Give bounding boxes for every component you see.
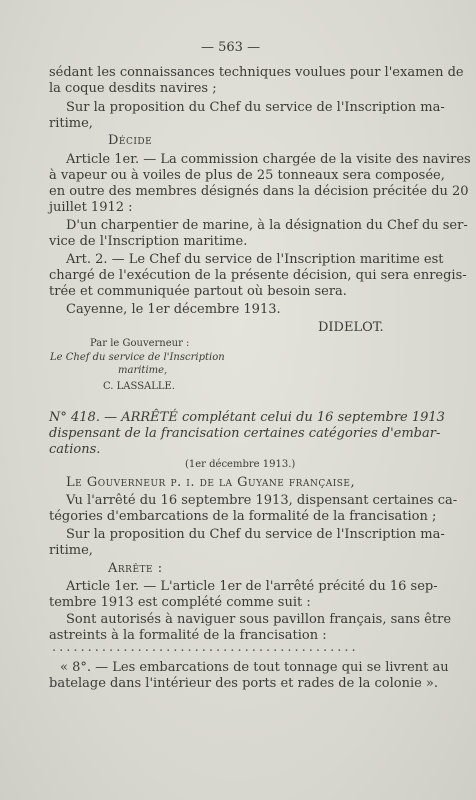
text-line: Le Gouverneur p. i. de la Guyane française,: [66, 475, 356, 490]
text-line: Par le Gouverneur :: [90, 338, 190, 349]
text-line: tembre 1913 est complété comme suit :: [49, 595, 311, 610]
signature-lassalle: C. LASSALLE.: [103, 381, 176, 392]
signature-didelot: DIDELOT.: [318, 320, 384, 335]
text-line: Article 1er. — La commission chargée de la visite des navires: [66, 152, 471, 167]
decree-title: N° 418. — ARRÊTÉ complétant celui du 16 septembre 1913: [49, 410, 445, 425]
text-line: juillet 1912 :: [49, 200, 133, 215]
text-line: D'un charpentier de marine, à la désignation du Chef du ser-: [66, 218, 468, 233]
text-line: ritime,: [49, 116, 93, 131]
text-line: trée et communiquée partout où besoin sera.: [49, 284, 347, 299]
text-line: Sont autorisés à naviguer sous pavillon français, sans être: [66, 612, 452, 627]
ellipsis-divider: ...........................................: [52, 640, 359, 655]
text-line: Art. 2. — Le Chef du service de l'Inscription maritime est: [66, 252, 444, 267]
text-line: Sur la proposition du Chef du service de l'Inscription ma-: [66, 527, 445, 542]
text-line: batelage dans l'intérieur des ports et rades de la colonie ».: [49, 676, 439, 691]
text-line: ritime,: [49, 543, 93, 558]
text-line: Sur la proposition du Chef du service de l'Inscription ma-: [66, 100, 445, 115]
text-line: « 8°. — Les embarcations de tout tonnage qui se livrent au: [60, 660, 449, 675]
page-number: — 563 —: [201, 40, 261, 55]
text-line: astreints à la formalité de la francisation :: [49, 628, 327, 643]
decision-heading: Décide: [108, 133, 153, 148]
text-line: vice de l'Inscription maritime.: [49, 234, 248, 249]
text-line: en outre des membres désignés dans la décision précitée du 20: [49, 184, 469, 199]
arrete-heading: Arrête :: [108, 561, 163, 576]
text-line: chargé de l'exécution de la présente décision, qui sera enregis-: [49, 268, 467, 283]
text-line: la coque desdits navires ;: [49, 81, 217, 96]
text-line: Article 1er. — L'article 1er de l'arrêté précité du 16 sep-: [66, 579, 438, 594]
text-line: à vapeur ou à voiles de plus de 25 tonneaux sera composée,: [49, 168, 445, 183]
text-line: Vu l'arrêté du 16 septembre 1913, dispensant certaines ca-: [66, 493, 458, 508]
text-line: maritime,: [118, 365, 168, 376]
decree-title: cations.: [49, 442, 101, 457]
decree-date: (1er décembre 1913.): [185, 459, 296, 470]
text-line: Cayenne, le 1er décembre 1913.: [66, 302, 281, 317]
text-line: sédant les connaissances techniques voulues pour l'examen de: [49, 65, 464, 80]
text-line: Le Chef du service de l'Inscription: [50, 352, 225, 363]
decree-title: dispensant de la francisation certaines catégories d'embar-: [49, 426, 441, 441]
text-line: tégories d'embarcations de la formalité de la francisation ;: [49, 509, 437, 524]
